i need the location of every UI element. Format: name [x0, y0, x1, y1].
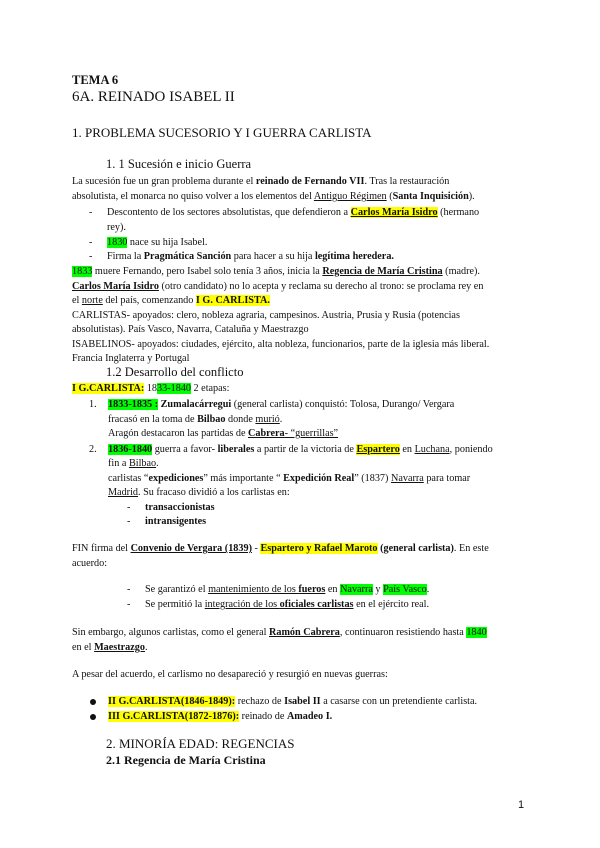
subsection-heading-1-2: 1.2 Desarrollo del conflicto [106, 365, 244, 379]
paragraph-line: Francia Inglaterra y Portugal [72, 353, 190, 364]
list-item: Descontento de los sectores absolutistas, que defendieron a Carlos María Isidro (hermano [107, 207, 480, 218]
paragraph-line: Sin embargo, algunos carlistas, como el general Ramón Cabrera, continuaron resistiendo hasta 1840 [72, 627, 487, 638]
paragraph-line: Carlos María Isidro (otro candidato) no lo acepta y reclama su derecho al trono: se proclama rey en [72, 281, 484, 292]
paragraph-line: FIN firma del Convenio de Vergara (1839) - Espartero y Rafael Maroto (general carlista). En este [72, 543, 489, 554]
paragraph-line: A pesar del acuerdo, el carlismo no desapareció y resurgió en nuevas guerras: [72, 669, 388, 680]
list-item: Se permitió la integración de los oficiales carlistas en el ejército real. [145, 599, 430, 610]
dash-marker: - [127, 599, 131, 610]
list-number: 2. [89, 444, 97, 455]
paragraph-line: absolutista, el monarca no quiso volver a los elementos del Antiguo Régimen (Santa Inquisición). [72, 191, 475, 202]
list-item: 1836-1840 guerra a favor- liberales a partir de la victoria de Espartero en Luchana, poniendo [108, 444, 493, 455]
list-number: 1. [89, 399, 97, 410]
dash-marker: - [89, 251, 93, 262]
list-item-continued: fin a Bilbao. [108, 458, 159, 469]
paragraph-line: I G.CARLISTA: 1833-1840 2 etapas: [72, 383, 230, 394]
list-item: 1833-1835 : Zumalacárregui (general carlista) conquistó: Tolosa, Durango/ Vergara [108, 399, 455, 410]
list-item-continued: carlistas “expediciones” más importante “ Expedición Real” (1837) Navarra para tomar [108, 473, 471, 484]
dash-marker: - [127, 516, 131, 527]
page-number: 1 [518, 799, 525, 811]
paragraph-line: ISABELINOS- apoyados: ciudades, ejército, alta nobleza, funcionarios, parte de la iglesia más liberal. [72, 339, 490, 350]
paragraph-line: en el Maestrazgo. [72, 642, 148, 653]
page-title: 6A. REINADO ISABEL II [72, 89, 235, 105]
list-item-continued: Aragón destacaron las partidas de Cabrera- “guerrillas” [108, 428, 339, 439]
tema-label: TEMA 6 [72, 73, 119, 87]
paragraph-line: La sucesión fue un gran problema durante el reinado de Fernando VII. Tras la restauración [72, 176, 450, 187]
paragraph-line: acuerdo: [72, 558, 108, 569]
list-item-continued: fracasó en la toma de Bilbao donde murió. [108, 414, 283, 425]
list-item: 1830 nace su hija Isabel. [107, 237, 208, 248]
dash-marker: - [127, 584, 131, 595]
bullet-marker [90, 712, 96, 725]
list-item: transaccionistas [145, 502, 215, 513]
bullet-marker [90, 697, 96, 710]
dash-marker: - [89, 237, 93, 248]
list-item: Firma la Pragmática Sanción para hacer a su hija legítima heredera. [107, 251, 394, 262]
subsection-heading-2-1: 2.1 Regencia de María Cristina [106, 753, 266, 767]
section-heading-2: 2. MINORÍA EDAD: REGENCIAS [106, 736, 295, 751]
list-item-continued: rey). [107, 222, 126, 233]
list-item: III G.CARLISTA(1872-1876): reinado de Amadeo I. [108, 711, 333, 722]
subsection-heading-1-1: 1. 1 Sucesión e inicio Guerra [106, 157, 252, 171]
list-item-continued: Madrid. Su fracaso dividió a los carlistas en: [108, 487, 290, 498]
dash-marker: - [89, 207, 93, 218]
paragraph-line: absolutistas). País Vasco, Navarra, Cataluña y Maestrazgo [72, 324, 309, 335]
list-item: II G.CARLISTA(1846-1849): rechazo de Isabel II a casarse con un pretendiente carlista. [108, 696, 478, 707]
section-heading-1: 1. PROBLEMA SUCESORIO Y I GUERRA CARLISTA [72, 125, 372, 140]
list-item: intransigentes [145, 516, 207, 527]
paragraph-line: CARLISTAS- apoyados: clero, nobleza agraria, campesinos. Austria, Prusia y Rusia (potencias [72, 310, 460, 321]
paragraph-line: el norte del país, comenzando I G. CARLISTA. [72, 295, 270, 306]
paragraph-line: 1833 muere Fernando, pero Isabel solo tenía 3 años, inicia la Regencia de María Cristina (madre). [72, 266, 480, 277]
list-item: Se garantizó el mantenimiento de los fueros en Navarra y País Vasco. [145, 584, 430, 595]
dash-marker: - [127, 502, 131, 513]
